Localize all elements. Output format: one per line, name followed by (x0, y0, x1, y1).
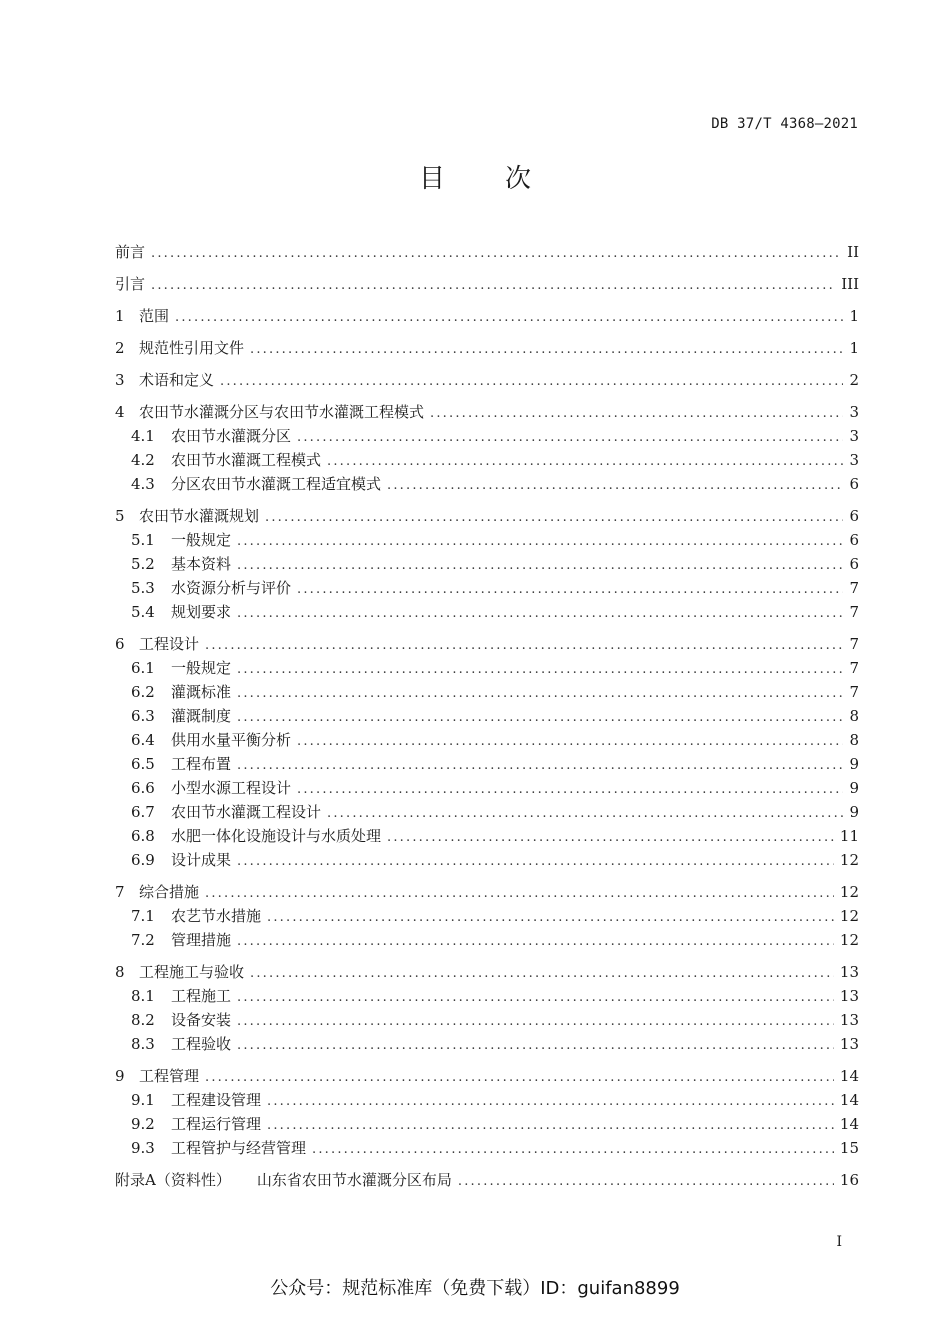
toc-entry-label: 灌溉制度 (171, 707, 232, 725)
toc-dot-leader (297, 578, 843, 602)
toc-entry-number: 9.3 (131, 1139, 155, 1157)
toc-dot-leader (237, 986, 834, 1010)
toc-entry-number: 附录A（资料性） (115, 1171, 231, 1189)
toc-entry[interactable] (115, 960, 859, 984)
toc-entry-label: 前言 (115, 243, 146, 261)
toc-dot-leader (237, 554, 843, 578)
page-number: I (836, 1234, 842, 1250)
toc-entry-page: 7 (849, 659, 859, 677)
toc-entry-page: 13 (839, 1035, 859, 1053)
toc-entry-label: 综合措施 (139, 883, 200, 901)
toc-entry-number: 4 (115, 403, 125, 421)
toc-entry-page: III (841, 275, 859, 293)
toc-dot-leader (327, 450, 843, 474)
toc-dot-leader (205, 634, 843, 658)
toc-dot-leader (297, 730, 843, 754)
toc-dot-leader (267, 906, 834, 930)
toc-entry-number: 5.1 (131, 531, 155, 549)
toc-entry-page: 9 (849, 779, 859, 797)
toc-dot-leader (265, 506, 843, 530)
toc-entry-page: 15 (839, 1139, 859, 1157)
toc-dot-leader (151, 242, 841, 266)
toc-subentry[interactable] (115, 776, 859, 800)
toc-dot-leader (458, 1170, 834, 1194)
toc-entry-label: 农田节水灌溉分区 (171, 427, 292, 445)
toc-entry-label: 一般规定 (171, 531, 232, 549)
toc-entry-label: 范围 (139, 307, 170, 325)
toc-entry-page: 7 (849, 683, 859, 701)
toc-entry-page: 3 (849, 403, 859, 421)
toc-entry-label: 工程管护与经营管理 (171, 1139, 307, 1157)
toc-entry-number: 9.1 (131, 1091, 155, 1109)
toc-entry-label: 水肥一体化设施设计与水质处理 (171, 827, 382, 845)
toc-subentry[interactable] (115, 552, 859, 576)
toc-subentry[interactable] (115, 424, 859, 448)
toc-subentry[interactable] (115, 928, 859, 952)
toc-entry-number: 6.4 (131, 731, 155, 749)
toc-dot-leader (297, 778, 843, 802)
toc-entry-page: 1 (849, 339, 859, 357)
toc-entry-number: 8.3 (131, 1035, 155, 1053)
toc-entry-label: 农田节水灌溉工程设计 (171, 803, 322, 821)
toc-subentry[interactable] (115, 576, 859, 600)
toc-subentry[interactable] (115, 600, 859, 624)
toc-entry-number: 5 (115, 507, 125, 525)
toc-entry[interactable] (115, 336, 859, 360)
toc-dot-leader (175, 306, 843, 330)
toc-entry-page: 13 (839, 1011, 859, 1029)
toc-entry-page: 13 (839, 963, 859, 981)
toc-entry-number: 8 (115, 963, 125, 981)
toc-title-char-2: 次 (505, 164, 532, 194)
table-of-contents (115, 240, 859, 1192)
toc-entry-label: 工程布置 (171, 755, 232, 773)
toc-entry-number: 6.5 (131, 755, 155, 773)
toc-entry-label: 工程运行管理 (171, 1115, 262, 1133)
toc-dot-leader (220, 370, 843, 394)
toc-entry-number: 6.7 (131, 803, 155, 821)
toc-entry-number: 7 (115, 883, 125, 901)
toc-subentry[interactable] (115, 824, 859, 848)
toc-entry[interactable] (115, 880, 859, 904)
toc-dot-leader (237, 930, 834, 954)
toc-entry-page: 9 (849, 755, 859, 773)
toc-entry-number: 9.2 (131, 1115, 155, 1133)
toc-entry-number: 6.2 (131, 683, 155, 701)
toc-entry-page: 12 (839, 907, 859, 925)
toc-entry-label: 设备安装 (171, 1011, 232, 1029)
toc-entry-label: 设计成果 (171, 851, 232, 869)
toc-entry-page: 7 (849, 579, 859, 597)
toc-entry-page: 16 (839, 1171, 859, 1189)
toc-subentry[interactable] (115, 448, 859, 472)
toc-entry-label: 小型水源工程设计 (171, 779, 292, 797)
toc-entry[interactable] (115, 368, 859, 392)
toc-entry-page: 6 (849, 555, 859, 573)
toc-dot-leader (267, 1114, 834, 1138)
toc-entry-number: 3 (115, 371, 125, 389)
toc-entry-page: 8 (849, 731, 859, 749)
toc-subentry[interactable] (115, 704, 859, 728)
toc-entry-label: 工程施工与验收 (139, 963, 245, 981)
toc-entry[interactable] (115, 1064, 859, 1088)
toc-entry-number: 6.8 (131, 827, 155, 845)
toc-dot-leader (387, 474, 843, 498)
toc-entry[interactable] (115, 400, 859, 424)
toc-entry-page: 2 (849, 371, 859, 389)
toc-entry-number: 5.3 (131, 579, 155, 597)
toc-entry-number: 4.1 (131, 427, 155, 445)
toc-entry-page: 6 (849, 475, 859, 493)
toc-entry-label: 农田节水灌溉分区与农田节水灌溉工程模式 (139, 403, 425, 421)
toc-dot-leader (327, 802, 843, 826)
toc-entry[interactable] (115, 632, 859, 656)
toc-entry-number: 1 (115, 307, 125, 325)
toc-entry-number: 9 (115, 1067, 125, 1085)
toc-subentry[interactable] (115, 848, 859, 872)
toc-entry-label: 工程验收 (171, 1035, 232, 1053)
toc-subentry[interactable] (115, 984, 859, 1008)
toc-entry-number: 8.2 (131, 1011, 155, 1029)
toc-dot-leader (387, 826, 834, 850)
toc-entry-page: 11 (839, 827, 859, 845)
toc-entry-page: II (847, 243, 859, 261)
toc-dot-leader (430, 402, 843, 426)
toc-subentry[interactable] (115, 680, 859, 704)
toc-entry-label: 引言 (115, 275, 146, 293)
toc-entry-label: 山东省农田节水灌溉分区布局 (256, 1171, 452, 1189)
toc-subentry[interactable] (115, 800, 859, 824)
toc-entry-label: 农田节水灌溉工程模式 (171, 451, 322, 469)
toc-entry-label: 工程建设管理 (171, 1091, 262, 1109)
toc-subentry[interactable] (115, 528, 859, 552)
toc-title (0, 158, 950, 195)
toc-entry-label: 分区农田节水灌溉工程适宜模式 (171, 475, 382, 493)
toc-dot-leader (237, 530, 843, 554)
toc-dot-leader (250, 962, 834, 986)
toc-entry-number: 7.1 (131, 907, 155, 925)
toc-subentry[interactable] (115, 728, 859, 752)
toc-entry-label: 管理措施 (171, 931, 232, 949)
toc-entry-label: 供用水量平衡分析 (171, 731, 292, 749)
toc-entry-label: 工程施工 (171, 987, 232, 1005)
toc-entry-label: 术语和定义 (139, 371, 215, 389)
toc-subentry[interactable] (115, 904, 859, 928)
toc-entry-page: 9 (849, 803, 859, 821)
toc-entry-page: 7 (849, 635, 859, 653)
toc-entry-page: 14 (839, 1091, 859, 1109)
toc-dot-leader (237, 1010, 834, 1034)
toc-entry-number: 6.1 (131, 659, 155, 677)
toc-entry-label: 农田节水灌溉规划 (139, 507, 260, 525)
toc-subentry[interactable] (115, 1088, 859, 1112)
toc-entry-number: 6 (115, 635, 125, 653)
toc-entry-number: 6.3 (131, 707, 155, 725)
toc-dot-leader (250, 338, 843, 362)
toc-entry-label: 灌溉标准 (171, 683, 232, 701)
toc-entry-label: 基本资料 (171, 555, 232, 573)
toc-dot-leader (205, 882, 834, 906)
watermark-text: 公众号：规范标准库（免费下载）ID：guifan8899 (270, 1278, 680, 1299)
toc-entry-page: 3 (849, 451, 859, 469)
toc-entry-label: 水资源分析与评价 (171, 579, 292, 597)
toc-entry-page: 12 (839, 931, 859, 949)
toc-entry-number: 4.3 (131, 475, 155, 493)
toc-dot-leader (205, 1066, 834, 1090)
toc-subentry[interactable] (115, 1136, 859, 1160)
toc-subentry[interactable] (115, 1032, 859, 1056)
toc-entry-page: 6 (849, 507, 859, 525)
toc-subentry[interactable] (115, 656, 859, 680)
toc-entry-label: 工程管理 (139, 1067, 200, 1085)
toc-dot-leader (237, 1034, 834, 1058)
toc-entry-number: 6.9 (131, 851, 155, 869)
toc-dot-leader (237, 658, 843, 682)
document-number: DB 37/T 4368—2021 (711, 116, 858, 132)
toc-dot-leader (297, 426, 843, 450)
toc-subentry[interactable] (115, 472, 859, 496)
toc-dot-leader (237, 754, 843, 778)
toc-title-char-1: 目 (418, 164, 445, 194)
toc-entry-number: 2 (115, 339, 125, 357)
toc-entry-page: 12 (839, 851, 859, 869)
toc-entry-page: 14 (839, 1115, 859, 1133)
toc-entry-page: 13 (839, 987, 859, 1005)
toc-dot-leader (312, 1138, 834, 1162)
toc-entry[interactable] (115, 304, 859, 328)
toc-entry-label: 工程设计 (139, 635, 200, 653)
toc-subentry[interactable] (115, 752, 859, 776)
toc-dot-leader (237, 850, 834, 874)
toc-entry-label: 规范性引用文件 (139, 339, 245, 357)
toc-entry-page: 1 (849, 307, 859, 325)
toc-dot-leader (151, 274, 835, 298)
toc-entry-page: 6 (849, 531, 859, 549)
toc-entry-number: 5.2 (131, 555, 155, 573)
toc-subentry[interactable] (115, 1112, 859, 1136)
toc-entry-page: 3 (849, 427, 859, 445)
toc-dot-leader (267, 1090, 834, 1114)
toc-dot-leader (237, 682, 843, 706)
toc-entry-page: 12 (839, 883, 859, 901)
toc-entry[interactable] (115, 504, 859, 528)
toc-entry-number: 4.2 (131, 451, 155, 469)
toc-entry-label: 规划要求 (171, 603, 232, 621)
toc-entry[interactable] (115, 240, 859, 264)
toc-entry-number: 5.4 (131, 603, 155, 621)
toc-entry-page: 8 (849, 707, 859, 725)
toc-entry-page: 7 (849, 603, 859, 621)
toc-entry-number: 6.6 (131, 779, 155, 797)
toc-entry-number: 8.1 (131, 987, 155, 1005)
toc-entry-number: 7.2 (131, 931, 155, 949)
toc-entry[interactable] (115, 272, 859, 296)
toc-entry-label: 农艺节水措施 (171, 907, 262, 925)
toc-dot-leader (237, 706, 843, 730)
toc-entry-page: 14 (839, 1067, 859, 1085)
toc-subentry[interactable] (115, 1008, 859, 1032)
toc-entry[interactable] (115, 1168, 859, 1192)
toc-dot-leader (237, 602, 843, 626)
toc-entry-label: 一般规定 (171, 659, 232, 677)
